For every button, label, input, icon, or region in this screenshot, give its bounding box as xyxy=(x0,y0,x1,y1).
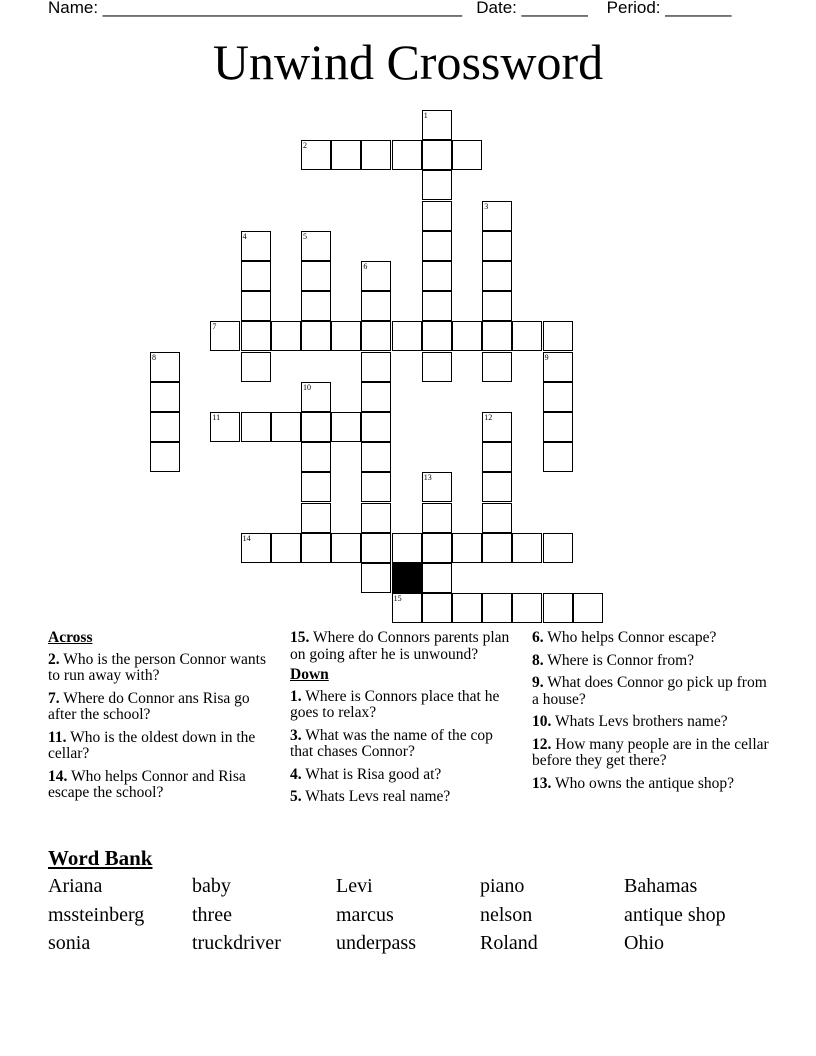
clue-number: 12 xyxy=(484,413,493,422)
crossword-cell[interactable] xyxy=(361,412,391,442)
clue-across-11: 11. Who is the oldest down in the cellar? xyxy=(48,728,256,762)
word-bank-item: Bahamas xyxy=(624,875,698,897)
crossword-cell[interactable] xyxy=(422,231,452,261)
crossword-cell[interactable] xyxy=(271,321,301,351)
crossword-cell[interactable] xyxy=(150,412,180,442)
crossword-cell[interactable] xyxy=(543,442,573,472)
black-cell xyxy=(392,563,422,593)
crossword-cell[interactable] xyxy=(301,412,331,442)
crossword-cell[interactable] xyxy=(241,533,271,563)
crossword-cell[interactable] xyxy=(210,412,240,442)
word-bank-title: Word Bank xyxy=(48,846,153,870)
clue-number: 4 xyxy=(242,231,247,241)
crossword-cell[interactable] xyxy=(150,352,180,382)
clue-down-4: 4. What is Risa good at? xyxy=(290,765,442,783)
crossword-cell[interactable] xyxy=(241,291,271,321)
word-bank-item: underpass xyxy=(336,932,416,954)
crossword-cell[interactable] xyxy=(301,321,331,351)
crossword-cell[interactable] xyxy=(543,352,573,382)
clue-number: 6 xyxy=(363,262,368,271)
crossword-cell[interactable] xyxy=(361,261,391,291)
word-bank-item: Ohio xyxy=(624,932,664,954)
clue-number: 7 xyxy=(212,322,217,332)
crossword-cell[interactable] xyxy=(392,533,422,563)
clue-across-7: 7. Where do Connor ans Risa go after the school? xyxy=(48,689,250,723)
crossword-cell[interactable] xyxy=(331,533,361,563)
crossword-cell[interactable] xyxy=(241,261,271,291)
crossword-cell[interactable] xyxy=(482,231,512,261)
crossword-cell[interactable] xyxy=(543,412,573,442)
crossword-cell[interactable] xyxy=(301,291,331,321)
crossword-cell[interactable] xyxy=(241,321,271,351)
word-bank-item: piano xyxy=(480,875,525,897)
crossword-cell[interactable] xyxy=(301,261,331,291)
crossword-cell[interactable] xyxy=(422,472,452,502)
crossword-cell[interactable] xyxy=(512,593,542,623)
crossword-cell[interactable] xyxy=(241,412,271,442)
clue-number: 10 xyxy=(303,382,311,392)
word-bank-item: Levi xyxy=(336,875,373,897)
crossword-cell[interactable] xyxy=(422,593,452,623)
crossword-cell[interactable] xyxy=(482,201,512,231)
word-bank-item: nelson xyxy=(480,904,533,926)
crossword-cell[interactable] xyxy=(452,593,482,623)
clue-number: 1 xyxy=(423,111,428,120)
crossword-cell[interactable] xyxy=(271,412,301,442)
crossword-cell[interactable] xyxy=(361,442,391,472)
clue-down-1: 1. Where is Connors place that he goes to relax? xyxy=(290,687,500,721)
crossword-cell[interactable] xyxy=(482,472,512,502)
crossword-cell[interactable] xyxy=(301,231,331,261)
crossword-cell[interactable] xyxy=(150,382,180,412)
crossword-cell[interactable] xyxy=(361,140,391,170)
down-heading: Down xyxy=(290,666,329,683)
crossword-cell[interactable] xyxy=(422,321,452,351)
crossword-cell[interactable] xyxy=(422,140,452,170)
crossword-cell[interactable] xyxy=(361,321,391,351)
crossword-cell[interactable] xyxy=(301,140,331,170)
crossword-cell[interactable] xyxy=(392,321,422,351)
word-bank-item: baby xyxy=(192,875,231,897)
crossword-cell[interactable] xyxy=(452,533,482,563)
crossword-cell[interactable] xyxy=(482,412,512,442)
clue-down-6: 6. Who helps Connor escape? xyxy=(532,629,717,646)
across-heading: Across xyxy=(48,629,93,646)
crossword-cell[interactable] xyxy=(422,503,452,533)
crossword-cell[interactable] xyxy=(361,563,391,593)
crossword-cell[interactable] xyxy=(361,352,391,382)
crossword-cell[interactable] xyxy=(482,352,512,382)
crossword-cell[interactable] xyxy=(301,382,331,412)
crossword-cell[interactable] xyxy=(271,533,301,563)
clue-down-12: 12. How many people are in the cellar before they get there? xyxy=(532,735,769,769)
crossword-cell[interactable] xyxy=(422,291,452,321)
word-bank-item: Ariana xyxy=(48,875,103,897)
crossword-cell[interactable] xyxy=(331,412,361,442)
crossword-cell[interactable] xyxy=(210,321,240,351)
crossword-cell[interactable] xyxy=(331,321,361,351)
word-bank-item: antique shop xyxy=(624,904,726,926)
clue-across-14: 14. Who helps Connor and Risa escape the school? xyxy=(48,767,246,801)
crossword-cell[interactable] xyxy=(301,442,331,472)
clue-down-5: 5. Whats Levs real name? xyxy=(290,788,451,805)
clue-number: 15 xyxy=(393,594,402,604)
crossword-cell[interactable] xyxy=(512,321,542,351)
crossword-cell[interactable] xyxy=(543,593,573,623)
clue-down-10: 10. Whats Levs brothers name? xyxy=(532,713,728,730)
crossword-cell[interactable] xyxy=(422,110,452,140)
crossword-cell[interactable] xyxy=(573,593,603,623)
crossword-cell[interactable] xyxy=(241,231,271,261)
crossword-cell[interactable] xyxy=(331,140,361,170)
word-bank-item: three xyxy=(192,904,232,926)
clue-down-3: 3. What was the name of the cop that chases Connor? xyxy=(290,726,493,760)
clue-down-13: 13. Who owns the antique shop? xyxy=(532,774,735,792)
word-bank-item: mssteinberg xyxy=(48,904,145,926)
crossword-cell[interactable] xyxy=(150,442,180,472)
name-date-period-line[interactable]: Name: ______________________________________ Date: _______ Period: _______ xyxy=(48,0,732,17)
crossword-cell[interactable] xyxy=(452,140,482,170)
word-bank-item: truckdriver xyxy=(192,932,281,954)
crossword-cell[interactable] xyxy=(422,352,452,382)
crossword-cell[interactable] xyxy=(543,533,573,563)
crossword-cell[interactable] xyxy=(422,201,452,231)
crossword-cell[interactable] xyxy=(422,170,452,200)
crossword-cell[interactable] xyxy=(482,533,512,563)
crossword-cell[interactable] xyxy=(482,321,512,351)
clue-column-3 xyxy=(532,630,772,798)
clue-number: 13 xyxy=(423,473,432,483)
crossword-cell[interactable] xyxy=(512,533,542,563)
clue-number: 3 xyxy=(484,201,489,211)
crossword-cell[interactable] xyxy=(482,261,512,291)
clue-across-2: 2. Who is the person Connor wants to run away with? xyxy=(48,650,266,684)
clue-number: 2 xyxy=(303,141,307,151)
crossword-cell[interactable] xyxy=(361,472,391,502)
clue-number: 5 xyxy=(303,231,307,241)
clue-down-9: 9. What does Connor go pick up from a house? xyxy=(532,674,767,708)
crossword-cell[interactable] xyxy=(422,563,452,593)
crossword-cell[interactable] xyxy=(543,321,573,351)
clue-column-1 xyxy=(48,630,270,808)
clue-down-8: 8. Where is Connor from? xyxy=(532,651,695,669)
crossword-cell[interactable] xyxy=(422,261,452,291)
crossword-cell[interactable] xyxy=(301,472,331,502)
crossword-cell[interactable] xyxy=(482,593,512,623)
word-bank-item: marcus xyxy=(336,904,394,926)
crossword-cell[interactable] xyxy=(422,533,452,563)
crossword-cell[interactable] xyxy=(241,352,271,382)
clue-number: 11 xyxy=(212,413,221,422)
crossword-cell[interactable] xyxy=(543,382,573,412)
clue-number: 14 xyxy=(242,533,251,543)
clue-number: 9 xyxy=(544,352,549,362)
clue-across-15: 15. Where do Connors parents plan on going after he is unwound? xyxy=(290,629,510,663)
clue-column-2 xyxy=(290,630,515,812)
crossword-cell[interactable] xyxy=(452,321,482,351)
crossword-cell[interactable] xyxy=(482,291,512,321)
crossword-cell[interactable] xyxy=(361,503,391,533)
crossword-cell[interactable] xyxy=(482,503,512,533)
crossword-cell[interactable] xyxy=(482,442,512,472)
crossword-cell[interactable] xyxy=(361,382,391,412)
page-title: Unwind Crossword xyxy=(212,34,604,90)
clue-number: 8 xyxy=(152,352,156,362)
crossword-cell[interactable] xyxy=(301,503,331,533)
crossword-cell[interactable] xyxy=(301,533,331,563)
crossword-cell[interactable] xyxy=(392,593,422,623)
crossword-cell[interactable] xyxy=(361,291,391,321)
crossword-cell[interactable] xyxy=(392,140,422,170)
word-bank-item: Roland xyxy=(480,932,538,954)
word-bank-item: sonia xyxy=(48,932,91,954)
crossword-cell[interactable] xyxy=(361,533,391,563)
